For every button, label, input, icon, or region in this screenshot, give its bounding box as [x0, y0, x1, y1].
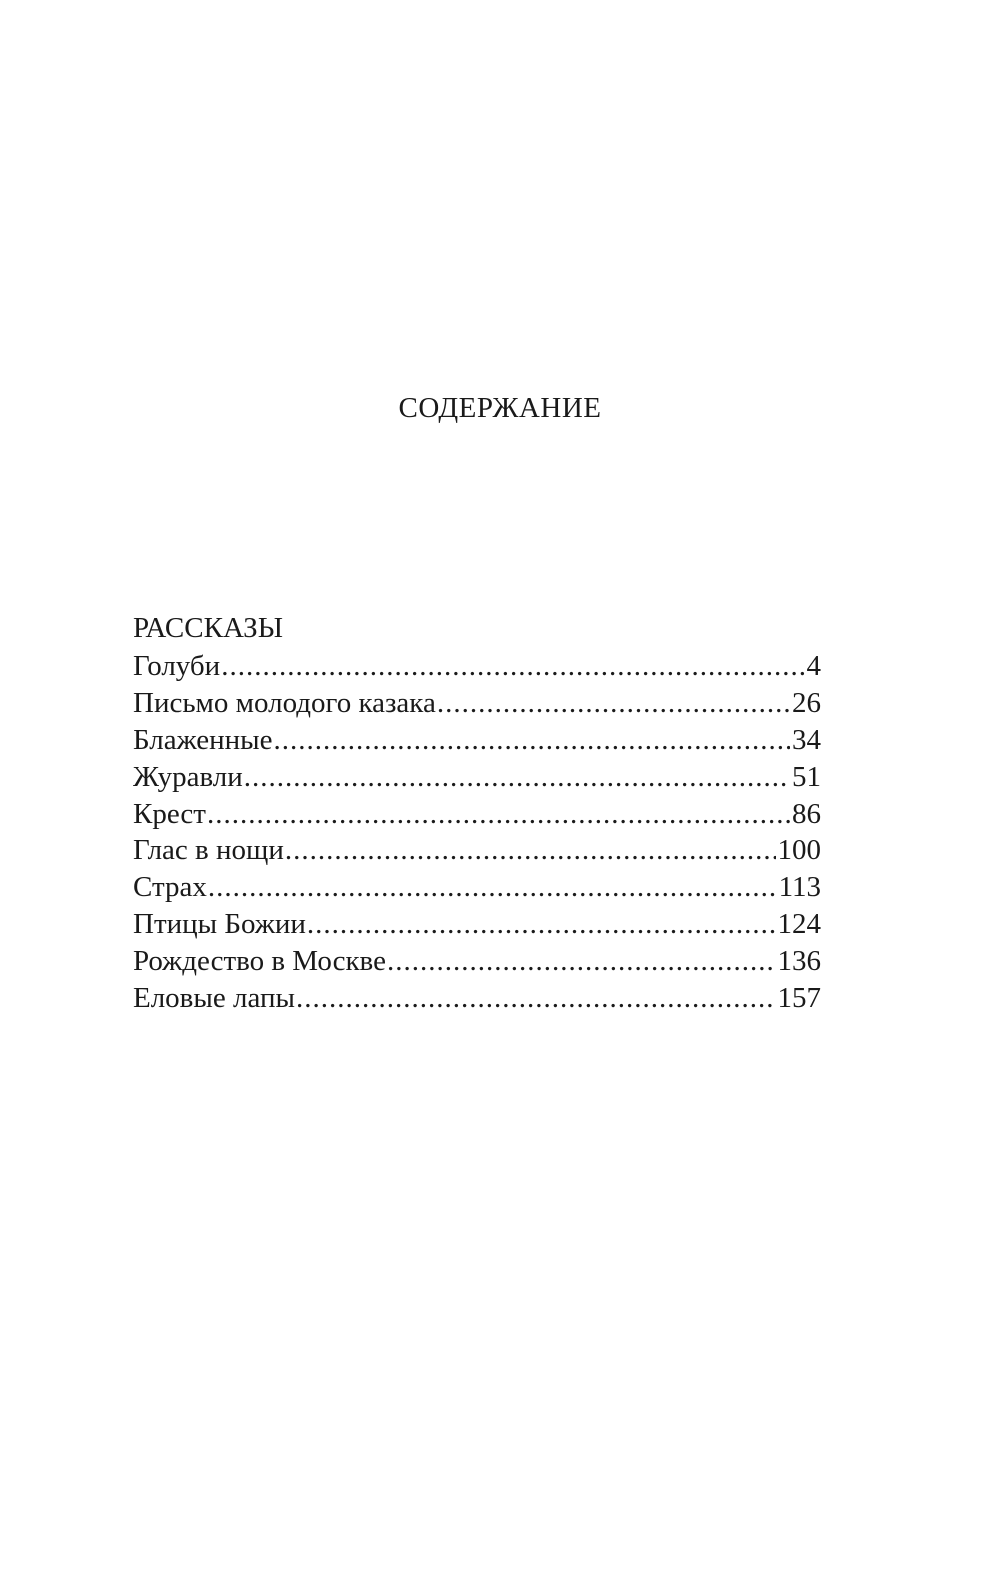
toc-entry-page-number: 4: [806, 650, 821, 682]
toc-entry-title: Журавли: [133, 760, 243, 793]
toc-leader-dots: [207, 796, 790, 833]
toc-list: [133, 648, 821, 1017]
page-title: СОДЕРЖАНИЕ: [398, 392, 602, 424]
table-of-contents: [133, 608, 821, 1017]
toc-leader-dots: [221, 648, 804, 685]
toc-entry-title: Страх: [133, 871, 207, 904]
toc-leader-dots: [274, 722, 790, 759]
toc-entry-page-number: 136: [777, 945, 821, 978]
toc-entry-page-number: 26: [792, 686, 821, 719]
toc-entry[interactable]: [133, 869, 821, 906]
toc-leader-dots: [296, 980, 776, 1017]
toc-entry[interactable]: [133, 980, 821, 1017]
toc-entry-title: Птицы Божии: [133, 908, 306, 941]
toc-entry-page-number: 100: [777, 834, 821, 867]
toc-entry-title: Письмо молодого казака: [133, 686, 436, 719]
toc-entry-title: Еловые лапы: [133, 982, 295, 1015]
toc-entry-page-number: 157: [777, 982, 821, 1015]
toc-entry[interactable]: [133, 906, 821, 943]
section-heading: РАССКАЗЫ: [133, 612, 283, 644]
toc-entry-title: Блаженные: [133, 723, 273, 756]
toc-entry[interactable]: [133, 685, 821, 722]
toc-leader-dots: [244, 759, 790, 796]
toc-entry-title: Глас в нощи: [133, 834, 284, 867]
toc-entry-title: Рождество в Москве: [133, 945, 386, 978]
toc-entry[interactable]: [133, 832, 821, 869]
toc-entry-title: Голуби: [133, 650, 221, 682]
toc-leader-dots: [307, 906, 776, 943]
toc-leader-dots: [437, 685, 790, 722]
toc-entry[interactable]: [133, 722, 821, 759]
toc-entry-page-number: 34: [792, 723, 821, 756]
toc-entry-page-number: 51: [792, 760, 821, 793]
toc-leader-dots: [285, 832, 776, 869]
toc-entry[interactable]: [133, 759, 821, 796]
toc-entry-page-number: 86: [792, 797, 821, 830]
toc-entry[interactable]: [133, 796, 821, 833]
toc-entry[interactable]: [133, 943, 821, 980]
toc-leader-dots: [208, 869, 777, 906]
toc-entry-page-number: 113: [778, 871, 821, 904]
toc-entry-title: Крест: [133, 797, 206, 830]
toc-entry-page-number: 124: [777, 908, 821, 941]
toc-leader-dots: [387, 943, 776, 980]
toc-entry[interactable]: [133, 648, 821, 685]
